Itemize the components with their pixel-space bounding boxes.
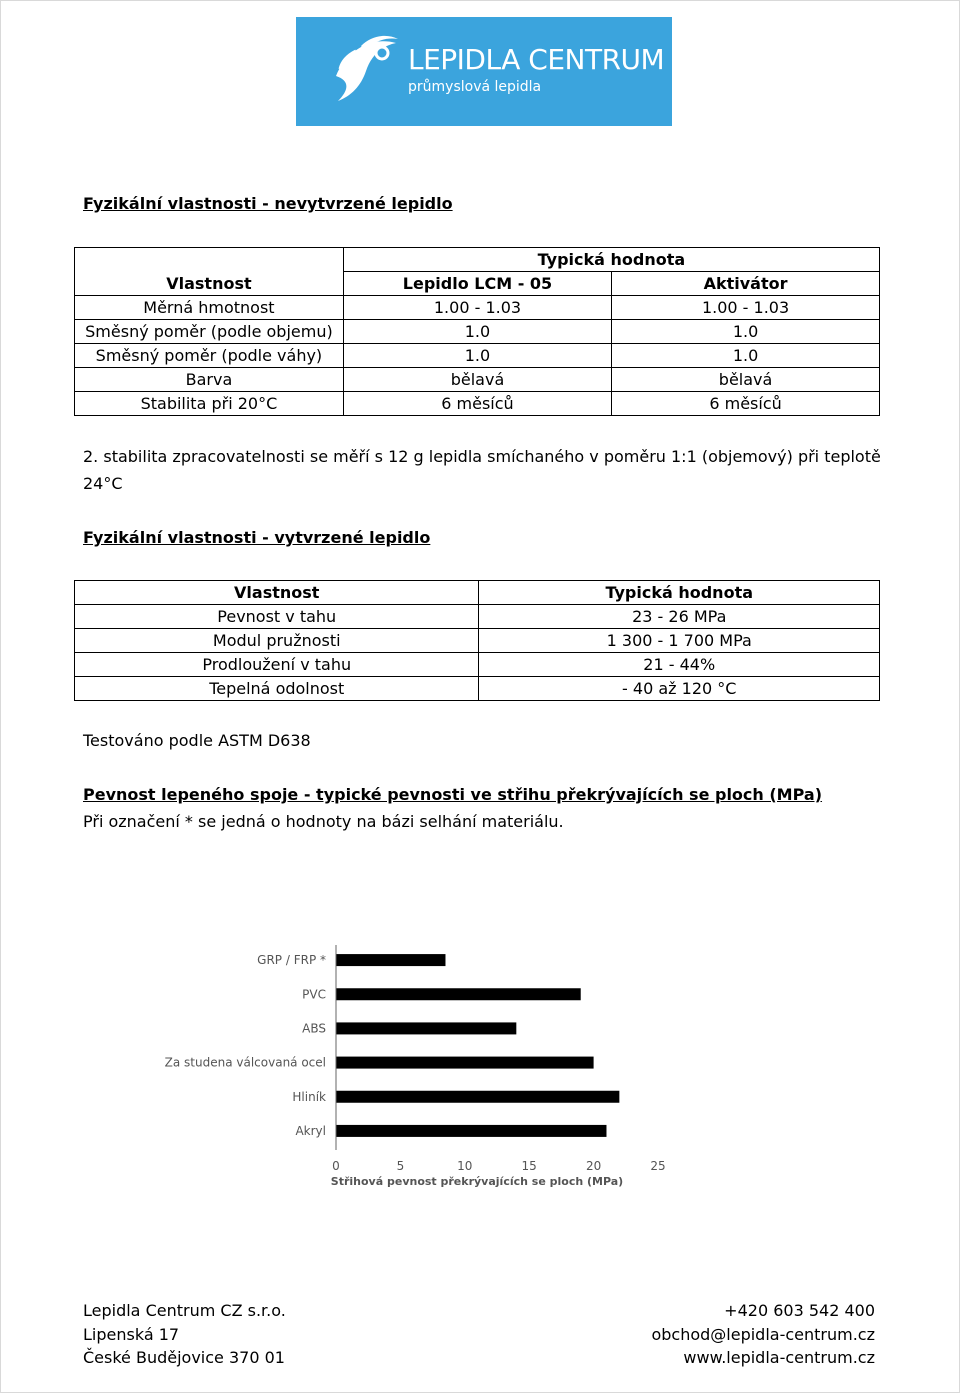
uncured-properties-table (74, 247, 880, 416)
footer-email: obchod@lepidla-centrum.cz (651, 1324, 875, 1344)
cured-properties-table (74, 580, 880, 701)
table-row (75, 296, 880, 320)
table-row (75, 368, 880, 392)
table-cell: bělavá (343, 368, 611, 392)
footer-contact (651, 1299, 875, 1370)
header-property: Vlastnost (75, 272, 344, 296)
table-cell: 1.0 (612, 320, 880, 344)
table-cell: 1.0 (343, 344, 611, 368)
footer-city: České Budějovice 370 01 (83, 1348, 285, 1367)
table-cell: Měrná hmotnost (75, 296, 344, 320)
header-activator: Aktivátor (612, 272, 880, 296)
table-cell: 21 - 44% (479, 653, 880, 677)
chart-tick-label: 10 (457, 1159, 473, 1173)
chart-tick-label: 20 (585, 1159, 602, 1173)
table-cell: Směsný poměr (podle váhy) (75, 344, 344, 368)
chart-tick-label: 15 (521, 1159, 537, 1173)
chart-tick-label: 5 (396, 1159, 405, 1173)
footer-web: www.lepidla-centrum.cz (683, 1348, 875, 1367)
table-header-row (75, 272, 880, 296)
table-cell: Stabilita při 20°C (75, 392, 344, 416)
section2-heading: Fyzikální vlastnosti - vytvrzené lepidlo (83, 528, 431, 547)
logo-subtitle: průmyslová lepidla (408, 79, 542, 95)
table-row (75, 677, 880, 701)
table-group-header-row (75, 248, 880, 272)
footer-phone: +420 603 542 400 (724, 1301, 875, 1320)
table-cell: 1 300 - 1 700 MPa (479, 629, 880, 653)
chart-category-label: Akryl (295, 1123, 326, 1138)
group-header-typical-value: Typická hodnota (343, 248, 879, 272)
section3-heading: Pevnost lepeného spoje - typické pevnosti ve střihu překrývajících se ploch (MPa) (83, 785, 823, 804)
table-cell: 1.0 (612, 344, 880, 368)
table-cell: 23 - 26 MPa (479, 605, 880, 629)
table-row (75, 344, 880, 368)
stability-note-line2: 24°C (83, 474, 123, 493)
table-row (75, 320, 880, 344)
chart-tick-label: 25 (650, 1159, 666, 1173)
table-row (75, 392, 880, 416)
stability-note-line1: 2. stabilita zpracovatelnosti se měří s 12 g lepidla smíchaného v poměru 1:1 (objemový) při teplotě (83, 447, 881, 466)
table-cell: Tepelná odolnost (75, 677, 479, 701)
tested-note: Testováno podle ASTM D638 (83, 731, 311, 750)
table-cell: 1.00 - 1.03 (612, 296, 880, 320)
chart-bar (336, 1057, 594, 1069)
header-property: Vlastnost (75, 581, 479, 605)
table-cell: Barva (75, 368, 344, 392)
chart-category-label: GRP / FRP * (257, 953, 326, 968)
chart-bar (336, 1022, 516, 1034)
table-row (75, 653, 880, 677)
chart-bar (336, 988, 581, 1000)
chart-x-axis-label: Střihová pevnost překrývajících se ploch (MPa) (330, 1175, 624, 1188)
chart-bar (336, 1125, 606, 1137)
logo-title: LEPIDLA CENTRUM (408, 43, 665, 76)
table-cell: 6 měsíců (612, 392, 880, 416)
table-header-row (75, 581, 880, 605)
chart-category-label: PVC (302, 987, 326, 1002)
table-cell: 1.0 (343, 320, 611, 344)
shear-strength-chart (150, 935, 690, 1195)
table-row (75, 629, 880, 653)
chart-category-label: ABS (302, 1021, 326, 1036)
logo-emblem-icon (326, 31, 406, 111)
footer-street: Lipenská 17 (83, 1324, 180, 1344)
table-cell: 1.00 - 1.03 (343, 296, 611, 320)
section1-heading: Fyzikální vlastnosti - nevytvrzené lepidlo (83, 194, 453, 213)
company-logo (296, 17, 672, 126)
footer-address (83, 1299, 286, 1370)
table-cell: Modul pružnosti (75, 629, 479, 653)
table-row (75, 605, 880, 629)
table-cell: Pevnost v tahu (75, 605, 479, 629)
chart-tick-label: 0 (332, 1159, 340, 1173)
table-cell: Prodloužení v tahu (75, 653, 479, 677)
chart-bar (336, 1091, 619, 1103)
table-cell: bělavá (612, 368, 880, 392)
chart-category-label: Hliník (292, 1089, 326, 1104)
material-failure-note: Při označení * se jedná o hodnoty na bázi selhání materiálu. (83, 812, 564, 831)
table-cell: Směsný poměr (podle objemu) (75, 320, 344, 344)
chart-category-label: Za studena válcovaná ocel (164, 1055, 326, 1070)
header-adhesive: Lepidlo LCM - 05 (343, 272, 611, 296)
table-cell (75, 248, 344, 272)
table-cell: - 40 až 120 °C (479, 677, 880, 701)
footer-company: Lepidla Centrum CZ s.r.o. (83, 1301, 286, 1320)
table-cell: 6 měsíců (343, 392, 611, 416)
chart-bar (336, 954, 445, 966)
header-typical-value: Typická hodnota (479, 581, 880, 605)
